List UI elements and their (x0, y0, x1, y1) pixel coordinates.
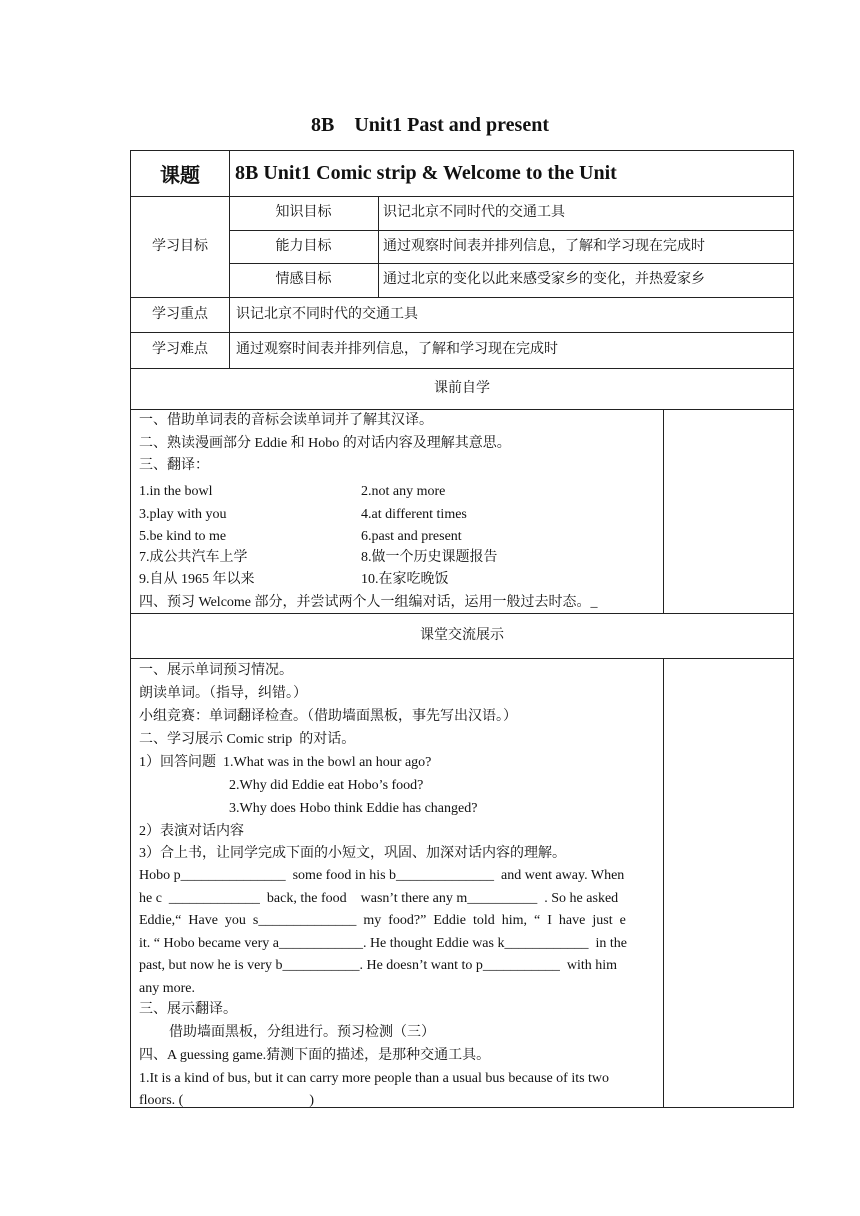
column-divider (663, 409, 664, 613)
objective-type: 知识目标 (275, 205, 332, 220)
passage-line: Eddie,“ Have you s______________ my food?” Eddie told him, “ I have just e (139, 913, 626, 928)
column-divider (663, 658, 664, 1108)
column-divider (378, 196, 379, 297)
topic-value: 8B Unit1 Comic strip & Welcome to the Unit (235, 162, 617, 184)
preview-line: 二、熟读漫画部分 Eddie 和 Hobo 的对话内容及理解其意思。 (139, 436, 511, 451)
classroom-line: floors. ( ) (139, 1093, 314, 1108)
row-divider (131, 409, 793, 410)
classroom-line: 2）表演对话内容 (139, 824, 244, 839)
key-point-label: 学习重点 (152, 306, 208, 322)
classroom-line: 3）合上书，让同学完成下面的小短文，巩固、加深对话内容的理解。 (139, 846, 566, 861)
translation-item: 1.in the bowl (139, 484, 213, 499)
preview-line: 一、借助单词表的音标会读单词并了解其汉译。 (139, 413, 433, 428)
passage-line: any more. (139, 981, 195, 996)
row-divider (131, 658, 793, 659)
translation-item: 7.成公共汽车上学 (139, 550, 248, 565)
preview-line: 四、预习 Welcome 部分，并尝试两个人一组编对话，运用一般过去时态。_ (139, 595, 598, 610)
classroom-line: 一、展示单词预习情况。 (139, 663, 293, 678)
translation-item: 9.自从 1965 年以来 (139, 572, 255, 587)
difficulty-content: 通过观察时间表并排列信息，了解和学习现在完成时 (236, 342, 558, 357)
translation-item: 10.在家吃晚饭 (361, 572, 449, 587)
page-title: 8B Unit1 Past and present (311, 114, 549, 136)
classroom-line: 朗读单词。（指导，纠错。） (139, 686, 307, 701)
classroom-line: 三、展示翻译。 (139, 1002, 237, 1017)
passage-line: he c _____________ back, the food wasn’t there any m__________ . So he asked (139, 891, 619, 906)
objective-type: 情感目标 (275, 272, 332, 287)
lesson-plan-table (130, 150, 794, 1108)
topic-label: 课题 (160, 165, 200, 187)
classroom-line: 借助墙面黑板，分组进行。预习检测（三） (169, 1025, 435, 1040)
classroom-line: 3.Why does Hobo think Eddie has changed? (229, 801, 478, 816)
classroom-line: 1.It is a kind of bus, but it can carry more people than a usual bus because of its two (139, 1071, 610, 1086)
passage-line: it. “ Hobo became very a____________. He thought Eddie was k____________ in the (139, 936, 627, 951)
classroom-line: 四、A guessing game.猜测下面的描述，是那种交通工具。 (139, 1048, 491, 1063)
classroom-line: 二、学习展示 Comic strip 的对话。 (139, 732, 356, 747)
preview-section-title: 课前自学 (434, 380, 490, 396)
difficulty-label: 学习难点 (152, 342, 208, 357)
translation-item: 3.play with you (139, 507, 227, 522)
passage-line: past, but now he is very b___________. He doesn’t want to p___________ with him (139, 958, 618, 973)
classroom-section-title: 课堂交流展示 (420, 627, 504, 643)
translation-item: 8.做一个历史课题报告 (361, 550, 498, 565)
translation-item: 6.past and present (361, 529, 462, 544)
key-point-content: 识记北京不同时代的交通工具 (236, 306, 418, 322)
classroom-line: 1）回答问题 1.What was in the bowl an hour ago? (139, 755, 432, 770)
translation-item: 4.at different times (361, 507, 467, 522)
objective-content: 通过观察时间表并排列信息，了解和学习现在完成时 (383, 238, 705, 254)
passage-line: Hobo p_______________ some food in his b______________ and went away. When (139, 868, 625, 883)
classroom-line: 小组竞赛：单词翻译检查。（借助墙面黑板，事先写出汉语。） (139, 709, 517, 724)
translation-item: 5.be kind to me (139, 529, 227, 544)
objective-content: 识记北京不同时代的交通工具 (383, 205, 565, 220)
objectives-label: 学习目标 (152, 238, 208, 254)
objective-type: 能力目标 (275, 238, 332, 254)
classroom-line: 2.Why did Eddie eat Hobo’s food? (229, 778, 424, 793)
objective-content: 通过北京的变化以此来感受家乡的变化，并热爱家乡 (383, 272, 705, 287)
translation-item: 2.not any more (361, 484, 446, 499)
preview-line: 三、翻译： (139, 458, 209, 473)
